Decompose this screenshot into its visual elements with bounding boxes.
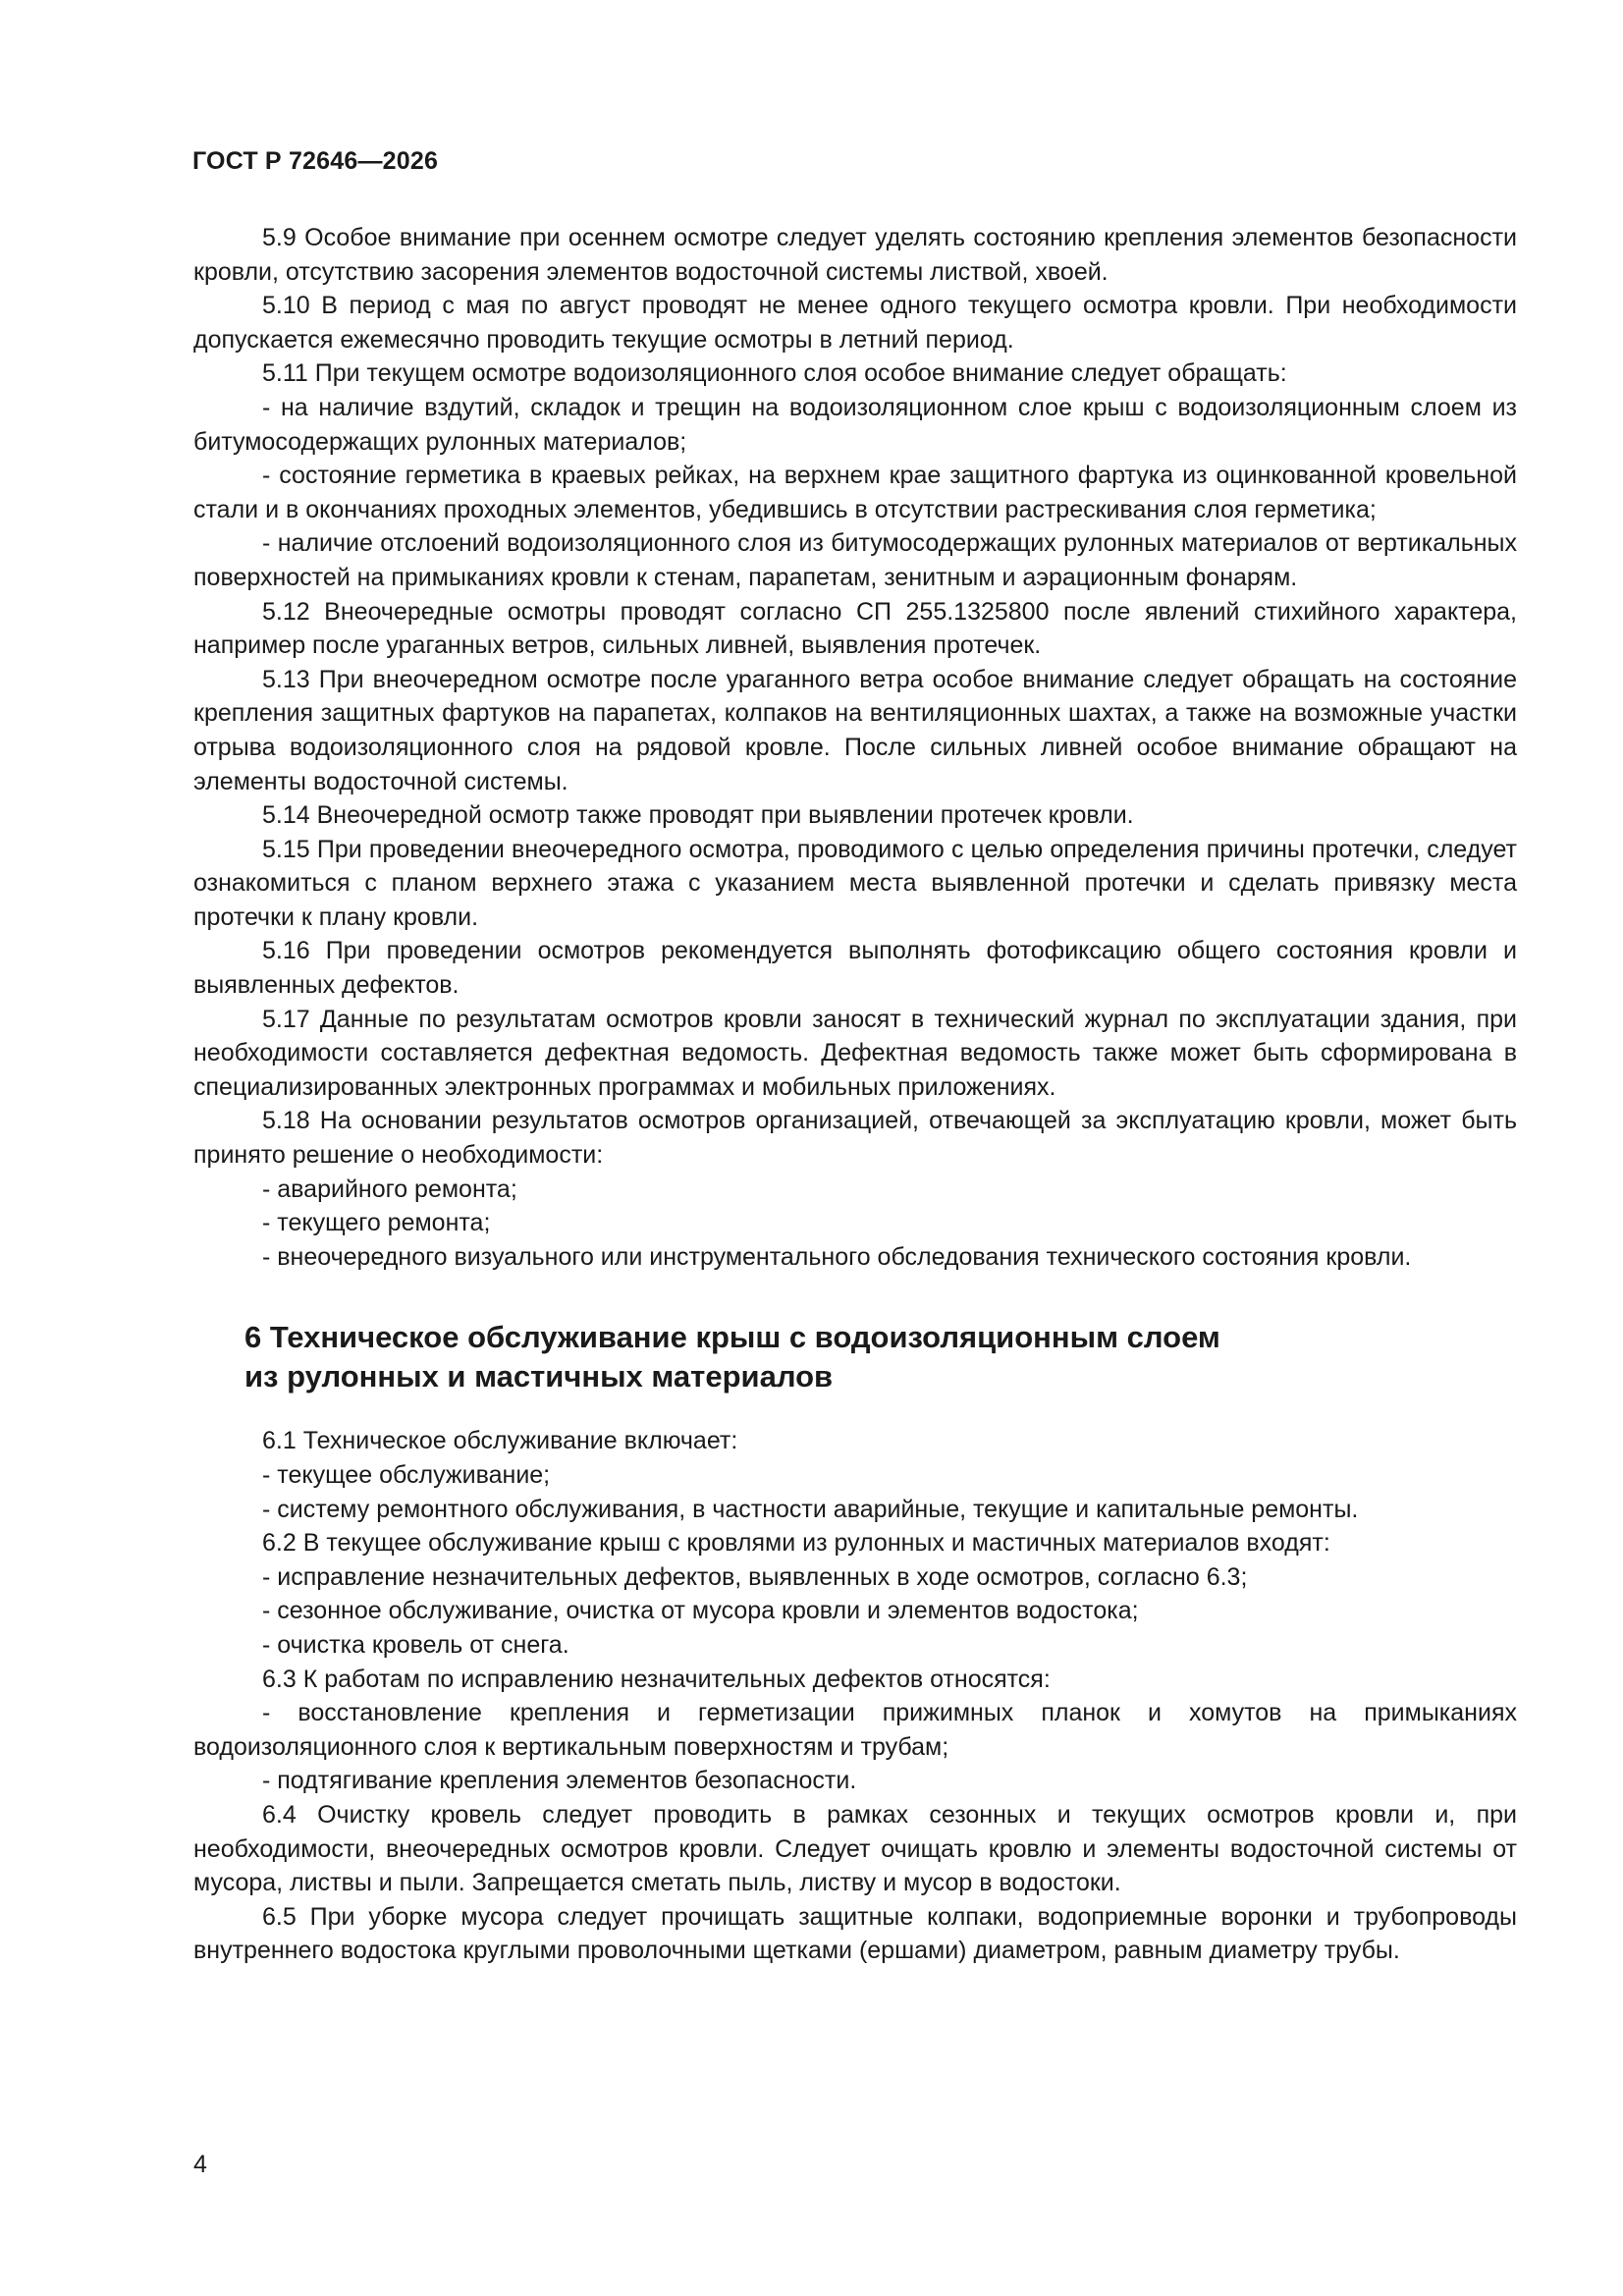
paragraph: 6.2 В текущее обслуживание крыш с кровлями из рулонных и мастичных материалов входят:	[262, 1529, 1330, 1558]
paragraph: 6.3 К работам по исправлению незначительных дефектов относятся:	[262, 1665, 1051, 1693]
section-heading-line: 6 Техническое обслуживание крыш с водоизоляционным слоем	[244, 1320, 1220, 1355]
list-item: - текущего ремонта;	[262, 1209, 491, 1237]
list-item: - систему ремонтного обслуживания, в частности аварийные, текущие и капитальные ремонты.	[262, 1495, 1359, 1523]
paragraph: 5.11 При текущем осмотре водоизоляционного слоя особое внимание следует обращать:	[262, 359, 1287, 388]
list-item: - исправление незначительных дефектов, выявленных в ходе осмотров, согласно 6.3;	[262, 1562, 1248, 1591]
paragraph: 5.17 Данные по результатам осмотров кровли заносят в технический журнал по эксплуатации здания, при необходимости составляется дефектная ведомость. Дефектная ведомость также может быть сформирована в специализированных электронных программах и мобильных приложениях.	[193, 1005, 1517, 1101]
list-item: - состояние герметика в краевых рейках, на верхнем крае защитного фартука из оцинкованной кровельной стали и в окончаниях проходных элементов, убедившись в отсутствии растрескивания слоя герметика;	[193, 462, 1517, 523]
paragraph: 5.16 При проведении осмотров рекомендуется выполнять фотофиксацию общего состояния кровли и выявленных дефектов.	[193, 937, 1517, 1000]
paragraph: 5.12 Внеочередные осмотры проводят согласно СП 255.1325800 после явлений стихийного характера, например после ураганных ветров, сильных ливней, выявления протечек.	[193, 597, 1517, 660]
list-item: - текущее обслуживание;	[262, 1461, 551, 1489]
section-heading-line: из рулонных и мастичных материалов	[244, 1359, 834, 1394]
paragraph: 6.1 Техническое обслуживание включает:	[262, 1427, 738, 1455]
paragraph: 5.9 Особое внимание при осеннем осмотре следует уделять состоянию крепления элементов безопасности кровли, отсутствию засорения элементов водосточной системы листвой, хвоей.	[193, 224, 1517, 286]
list-item: - наличие отслоений водоизоляционного слоя из битумосодержащих рулонных материалов от вертикальных поверхностей на примыканиях кровли к стенам, парапетам, зенитным и аэрационным фонарям.	[193, 529, 1517, 591]
list-item: - очистка кровель от снега.	[262, 1630, 569, 1659]
list-item: - сезонное обслуживание, очистка от мусора кровли и элементов водостока;	[262, 1597, 1139, 1625]
paragraph: 5.14 Внеочередной осмотр также проводят при выявлении протечек кровли.	[262, 801, 1134, 830]
paragraph: 5.13 При внеочередном осмотре после ураганного ветра особое внимание следует обращать на состояние крепления защитных фартуков на парапетах, колпаков на вентиляционных шахтах, а также на возможные участки отрыва водоизоляционного слоя на рядовой кровле. После сильных ливней особое внимание обращают на элементы водосточной системы.	[193, 665, 1517, 795]
document-body	[193, 221, 1517, 1968]
list-item: - на наличие вздутий, складок и трещин на водоизоляционном слое крыш с водоизоляционным слоем из битумосодержащих рулонных материалов;	[193, 393, 1517, 456]
list-item: - восстановление крепления и герметизации прижимных планок и хомутов на примыканиях водоизоляционного слоя к вертикальным поверхностям и трубам;	[193, 1699, 1517, 1761]
paragraph: 6.5 При уборке мусора следует прочищать защитные колпаки, водоприемные воронки и трубопроводы внутреннего водостока круглыми проволочными щетками (ершами) диаметром, равным диаметру трубы.	[193, 1902, 1517, 1965]
paragraph: 5.15 При проведении внеочередного осмотра, проводимого с целью определения причины протечки, следует ознакомиться с планом верхнего этажа с указанием места выявленной протечки и сделать привязку места протечки к плану кровли.	[193, 835, 1517, 931]
page-number: 4	[193, 2151, 207, 2178]
document-header: ГОСТ Р 72646—2026	[192, 147, 439, 175]
list-item: - внеочередного визуального или инструментального обследования технического состояния кровли.	[262, 1242, 1412, 1271]
paragraph: 5.10 В период с мая по август проводят не менее одного текущего осмотра кровли. При необходимости допускается ежемесячно проводить текущие осмотры в летний период.	[193, 292, 1517, 354]
section-heading	[193, 1318, 1517, 1396]
paragraph: 6.4 Очистку кровель следует проводить в рамках сезонных и текущих осмотров кровли и, при необходимости, внеочередных осмотров кровли. Следует очищать кровлю и элементы водосточной системы от мусора, листвы и пыли. Запрещается сметать пыль, листву и мусор в водостоки.	[193, 1800, 1517, 1897]
paragraph: 5.18 На основании результатов осмотров организацией, отвечающей за эксплуатацию кровли, может быть принято решение о необходимости:	[193, 1107, 1517, 1170]
list-item: - подтягивание крепления элементов безопасности.	[262, 1767, 857, 1795]
list-item: - аварийного ремонта;	[262, 1175, 517, 1203]
